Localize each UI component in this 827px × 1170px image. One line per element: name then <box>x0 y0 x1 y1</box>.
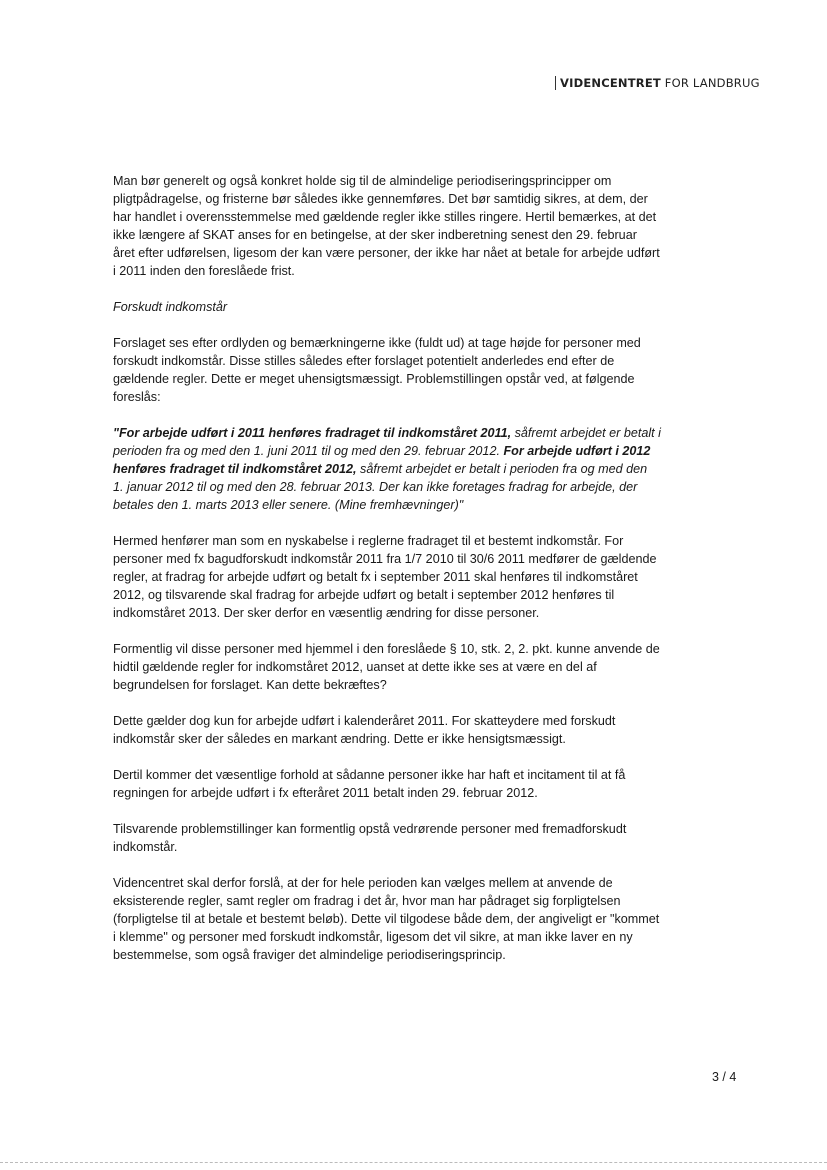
brand-name-bold: VIDENCENTRET <box>560 76 661 90</box>
paragraph-3: Hermed henfører man som en nyskabelse i reglerne fradraget til et bestemt indkomstår. For personer med fx bagudforskudt indkomstår 2011 fra 1/7 2010 til 30/6 2011 medfører de gældende regler, at fradrag for arbejde udført og betalt fx i september 2011 skal henføres til indkomståret 2012, og tilsvarende skal fradrag for arbejde udført og betalt i september 2012 henføres til indkomståret 2013. Der sker derfor en væsentlig ændring for disse personer. <box>113 534 657 620</box>
paragraph-6: Dertil kommer det væsentlige forhold at sådanne personer ikke har haft et incitament til at få regningen for arbejde udført i fx efteråret 2011 betalt inden 29. februar 2012. <box>113 768 626 800</box>
quote-text-1: såfremt arbejdet er betalt i perioden fra og med den 1. juni 2011 til og med den 29. februar 2012. <box>113 426 661 458</box>
paragraph-5: Dette gælder dog kun for arbejde udført i kalenderåret 2011. For skatteydere med forskudt indkomstår sker der således en markant ændring. Dette er ikke hensigtsmæssigt. <box>113 714 616 746</box>
paragraph-1: Man bør generelt og også konkret holde sig til de almindelige periodiseringsprincipper om pligtpådragelse, og fristerne bør således ikke gennemføres. Det bør samtidig sikres, at dem, der har handlet i overensstemmelse med gældende regler ikke stilles ringere. Hertil bemærkes, at det ikke længere af SKAT anses for en betingelse, at der sker indberetning senest den 29. februar året efter udførelsen, ligesom der kan være personer, der ikke har nået at betale for arbejde udført i 2011 inden den foreslåede frist. <box>113 174 660 278</box>
quote-bold-2: For arbejde udført i 2012 henføres fradraget til indkomståret 2012, <box>113 444 651 476</box>
section-heading-forskudt: Forskudt indkomstår <box>113 300 228 314</box>
page-number: 3 / 4 <box>712 1070 737 1084</box>
page-header-brand <box>555 76 760 90</box>
document-body <box>113 172 661 982</box>
paragraph-8: Videncentret skal derfor forslå, at der for hele perioden kan vælges mellem at anvende de eksisterende regler, samt regler om fradrag i det år, hvor man har pådraget sig forpligtelsen (forpligtelse til at betale et bestemt beløb). Dette vil tilgodese både dem, der angiveligt er "kommet i klemme" og personer med forskudt indkomstår, ligesom det vil sikre, at man ikke laver en ny bestemmelse, som også fraviger det almindelige periodiseringsprincip. <box>113 876 660 962</box>
paragraph-7: Tilsvarende problemstillinger kan formentlig opstå vedrørende personer med fremadforskudt indkomstår. <box>113 822 627 854</box>
quote-text-2: såfremt arbejdet er betalt i perioden fra og med den 1. januar 2012 til og med den 28. februar 2013. Der kan ikke foretages fradrag for arbejde, der betales den 1. marts 2013 eller senere. (Mine fremhævninger)" <box>113 462 648 512</box>
quote-bold-1: "For arbejde udført i 2011 henføres fradraget til indkomståret 2011, <box>113 426 512 440</box>
page-bottom-divider <box>0 1162 827 1163</box>
quoted-proposal <box>113 424 661 514</box>
paragraph-4: Formentlig vil disse personer med hjemmel i den foreslåede § 10, stk. 2, 2. pkt. kunne anvende de hidtil gældende regler for indkomståret 2012, uanset at dette ikke ses at være en del af begrundelsen for forslaget. Kan dette bekræftes? <box>113 642 660 692</box>
brand-name-rest: FOR LANDBRUG <box>660 76 760 90</box>
paragraph-2: Forslaget ses efter ordlyden og bemærkningerne ikke (fuldt ud) at tage højde for personer med forskudt indkomstår. Disse stilles således efter forslaget potentielt anderledes end efter de gældende regler. Dette er meget uhensigtsmæssigt. Problemstillingen opstår ved, at følgende foreslås: <box>113 336 641 404</box>
